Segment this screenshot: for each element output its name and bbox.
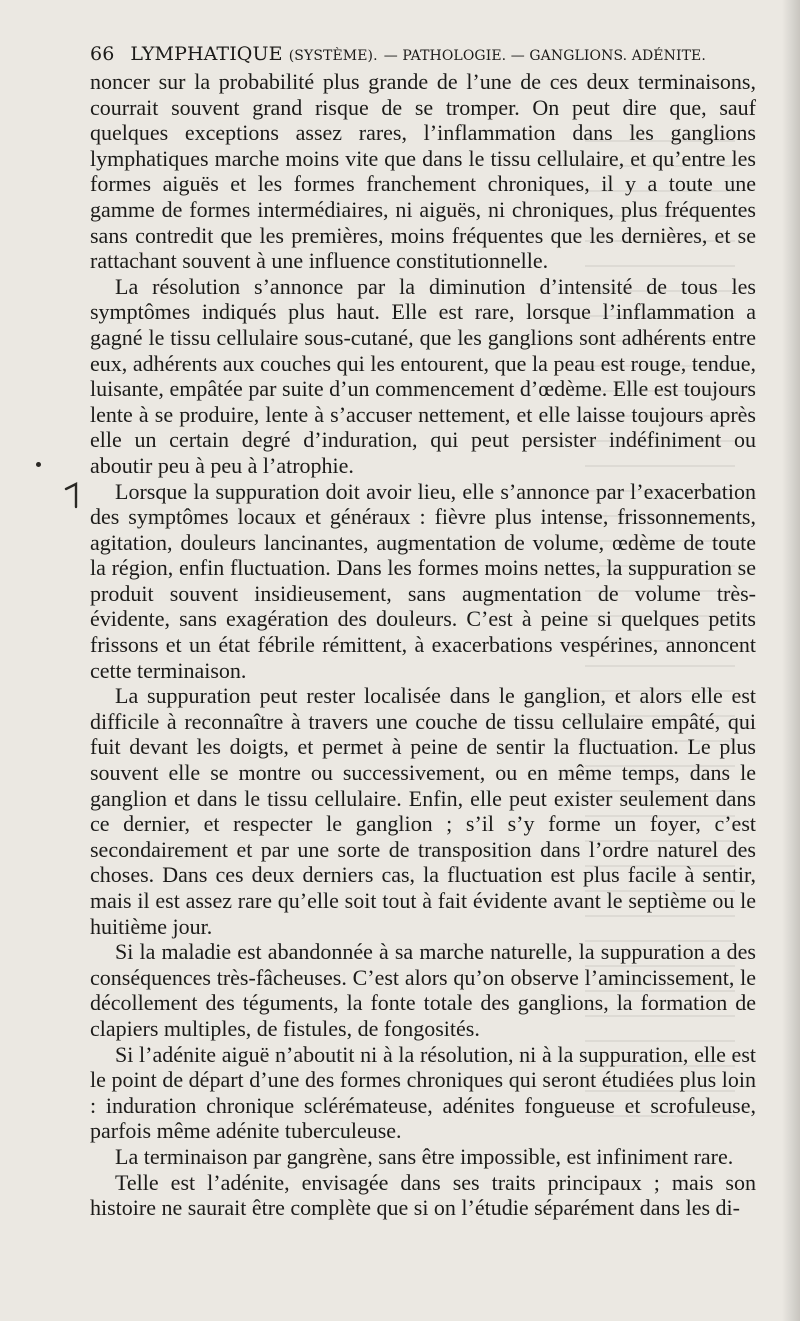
paragraph-2: La résolution s’annonce par la diminution d’intensité de tous les symptômes indiqués plus haut. Elle est rare, lorsque l’inflammation a gagné le tissu cellulaire sous-cutané, que les ganglions sont adhérents entre eux, adhérents aux couches qui les entourent, que la peau est rouge, tendue, luisante, empâtée par suite d’un commencement d’œdème. Elle est toujours lente à se produire, lente à s’accuser nettement, et elle laisse toujours après elle un certain degré d’induration, qui peut persister indéfiniment ou aboutir peu à peu à l’atrophie. [90, 273, 756, 478]
paragraph-8: Telle est l’adénite, envisagée dans ses traits principaux ; mais son histoire ne saurait être complète que si on l’étudie séparément dans les di- [90, 1169, 756, 1221]
page-number: 66 [90, 43, 115, 65]
paragraph-1: noncer sur la probabilité plus grande de l’une de ces deux terminaisons, courrait souvent grand risque de se tromper. On peut dire que, sauf quelques exceptions assez rares, l’inflammation dans les ganglions lymphatiques marche moins vite que dans le tissu cellulaire, et qu’entre les formes aiguës et les formes franchement chroniques, il y a toute une gamme de formes intermédiaires, ni aiguës, ni chroniques, plus fréquentes sans contredit que les premières, moins fréquentes que les dernières, et se rattachant souvent à une influence constitutionnelle. [90, 69, 756, 274]
paragraph-6: Si l’adénite aiguë n’aboutit ni à la résolution, ni à la suppuration, elle est le point de départ d’une des formes chroniques qui seront étudiées plus loin : induration chronique sclérémateuse, adénites fongueuse et scrofuleuse, parfois même adénite tuberculeuse. [90, 1041, 756, 1144]
running-head-title: LYMPHATIQUE [130, 43, 283, 65]
page-edge-shadow [782, 0, 800, 1321]
body-text [90, 69, 756, 1221]
paragraph-4: La suppuration peut rester localisée dans le ganglion, et alors elle est difficile à reconnaître à travers une couche de tissu cellulaire empâté, qui fuit devant les doigts, et permet à peine de sentir la fluctuation. Le plus souvent elle se montre ou successivement, ou en même temps, dans le ganglion et dans le tissu cellulaire. Enfin, elle peut exister seulement dans ce dernier, et respecter le ganglion ; s’il s’y forme un foyer, c’est secondairement et par une sorte de transposition dans l’ordre naturel des choses. Dans ces deux derniers cas, la fluctuation est plus facile à sentir, mais il est assez rare qu’elle soit tout à fait évidente avant le septième ou le huitième jour. [90, 683, 756, 939]
running-head-system: (SYSTÈME). [288, 48, 378, 64]
paragraph-3: Lorsque la suppuration doit avoir lieu, elle s’annonce par l’exacerbation des symptômes locaux et généraux : fièvre plus intense, frissonnements, agitation, douleurs lancinantes, augmentation de volume, œdème de toute la région, enfin fluctuation. Dans les formes moins nettes, la suppuration se produit souvent insidieusement, sans augmentation de volume très-évidente, sans exagération des douleurs. C’est à peine si quelques petits frissons et un état fébrile rémittent, à exacerbations vespérines, annoncent cette terminaison. [90, 478, 756, 683]
margin-dot-mark [36, 462, 41, 467]
running-head [90, 40, 756, 70]
margin-pencil-mark [62, 481, 84, 509]
paragraph-7: La terminaison par gangrène, sans être impossible, est infiniment rare. [115, 1143, 734, 1169]
running-head-section: — PATHOLOGIE. — GANGLIONS. ADÉNITE. [383, 48, 706, 64]
paragraph-5: Si la maladie est abandonnée à sa marche naturelle, la suppuration a des conséquences très-fâcheuses. C’est alors qu’on observe l’amincissement, le décollement des téguments, la fonte totale des ganglions, la formation de clapiers multiples, de fistules, de fongosités. [90, 939, 756, 1041]
